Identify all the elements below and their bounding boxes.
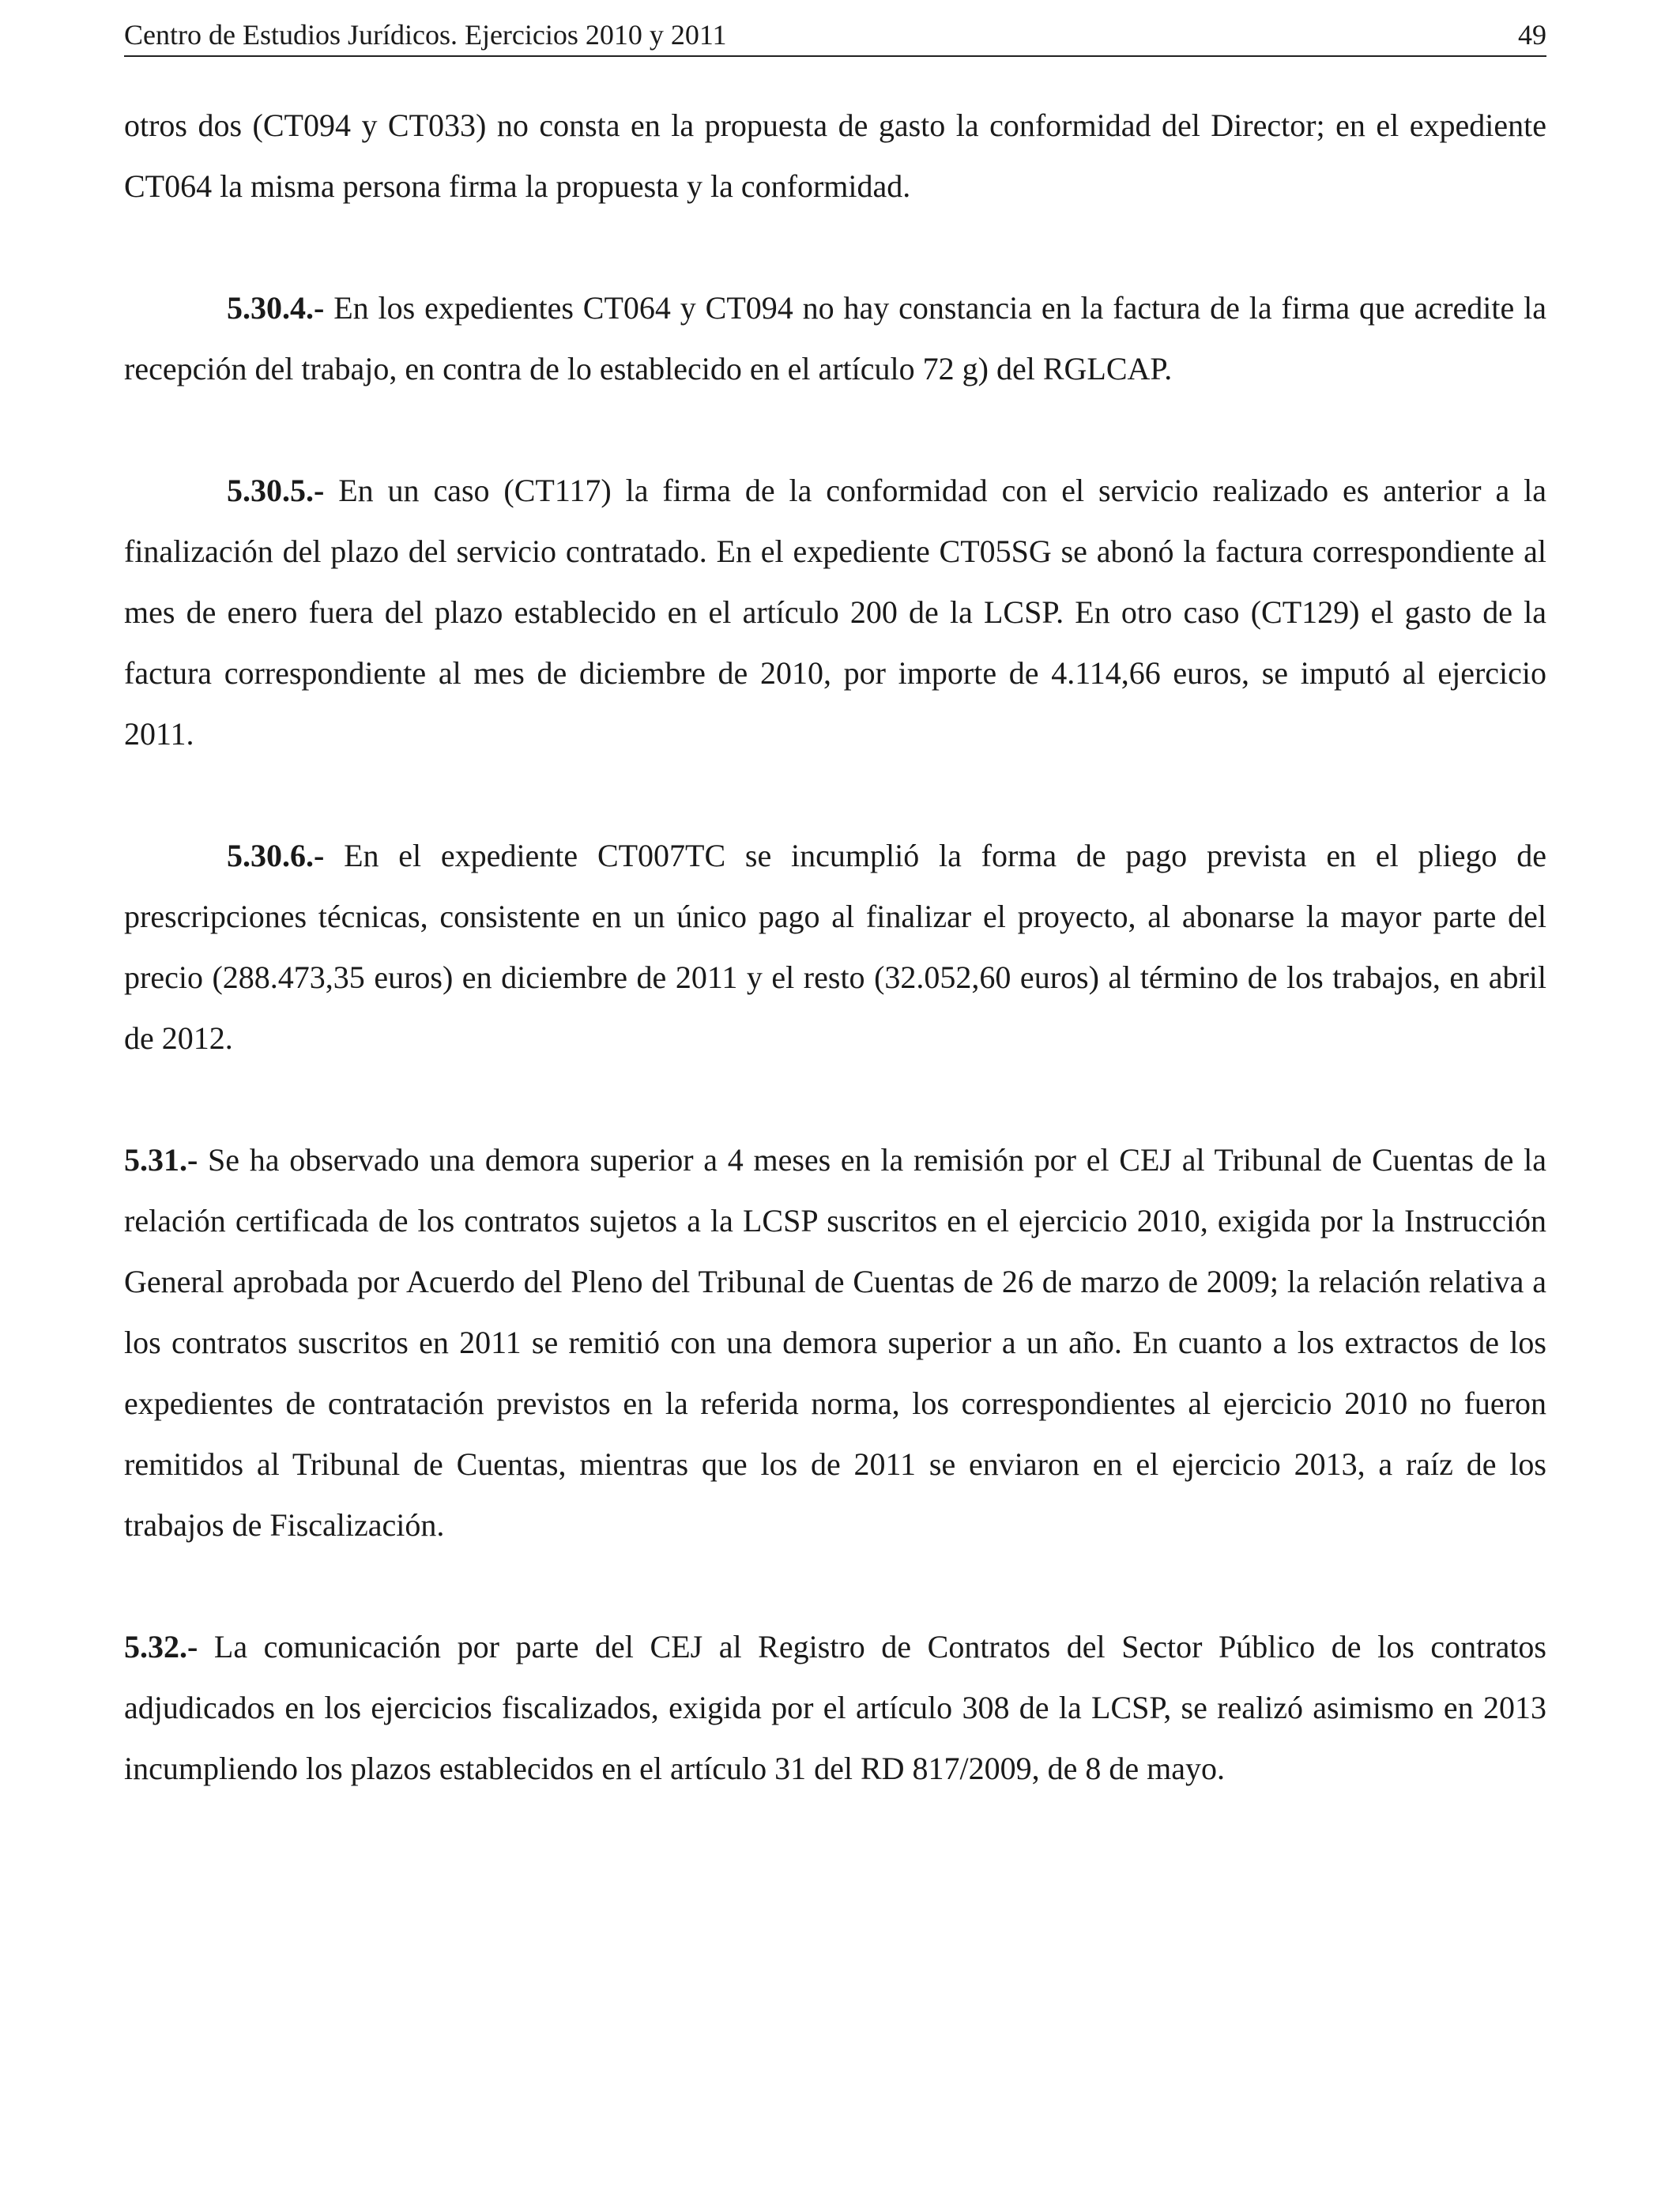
section-number: 5.31.-	[124, 1142, 198, 1178]
paragraph-5-30-6	[124, 825, 1546, 1069]
paragraph-text: Se ha observado una demora superior a 4 meses en la remisión por el CEJ al Tribunal de Cuentas de la relación certificada de los contratos sujetos a la LCSP suscritos en el ejercicio 2010, exigida por la Instrucción General aprobada por Acuerdo del Pleno del Tribunal de Cuentas de 26 de marzo de 2009; la relación relativa a los contratos suscritos en 2011 se remitió con una demora superior a un año. En cuanto a los extractos de los expedientes de contratación previstos en la referida norma, los correspondientes al ejercicio 2010 no fueron remitidos al Tribunal de Cuentas, mientras que los de 2011 se enviaron en el ejercicio 2013, a raíz de los trabajos de Fiscalización.	[124, 1142, 1546, 1543]
paragraph-5-31	[124, 1129, 1546, 1555]
page-header	[124, 14, 1546, 57]
page-number: 49	[1518, 19, 1546, 51]
paragraph-text: La comunicación por parte del CEJ al Registro de Contratos del Sector Público de los contratos adjudicados en los ejercicios fiscalizados, exigida por el artículo 308 de la LCSP, se realizó asimismo en 2013 incumpliendo los plazos establecidos en el artículo 31 del RD 817/2009, de 8 de mayo.	[124, 1629, 1546, 1786]
header-title: Centro de Estudios Jurídicos. Ejercicios 2010 y 2011	[124, 19, 727, 51]
paragraph-continuation	[124, 95, 1546, 217]
paragraph-5-30-4	[124, 277, 1546, 399]
paragraph-text: En el expediente CT007TC se incumplió la forma de pago prevista en el pliego de prescripciones técnicas, consistente en un único pago al finalizar el proyecto, al abonarse la mayor parte del precio (288.473,35 euros) en diciembre de 2011 y el resto (32.052,60 euros) al término de los trabajos, en abril de 2012.	[124, 838, 1546, 1056]
section-number: 5.30.4.-	[227, 290, 325, 326]
document-body	[124, 95, 1546, 1799]
paragraph-text: En un caso (CT117) la firma de la conformidad con el servicio realizado es anterior a la finalización del plazo del servicio contratado. En el expediente CT05SG se abonó la factura correspondiente al mes de enero fuera del plazo establecido en el artículo 200 de la LCSP. En otro caso (CT129) el gasto de la factura correspondiente al mes de diciembre de 2010, por importe de 4.114,66 euros, se imputó al ejercicio 2011.	[124, 473, 1546, 752]
paragraph-text: En los expedientes CT064 y CT094 no hay constancia en la factura de la firma que acredite la recepción del trabajo, en contra de lo establecido en el artículo 72 g) del RGLCAP.	[124, 290, 1546, 386]
paragraph-text: otros dos (CT094 y CT033) no consta en la propuesta de gasto la conformidad del Director; en el expediente CT064 la misma persona firma la propuesta y la conformidad.	[124, 107, 1546, 204]
section-number: 5.30.6.-	[227, 838, 325, 873]
section-number: 5.32.-	[124, 1629, 198, 1664]
section-number: 5.30.5.-	[227, 473, 325, 508]
paragraph-5-30-5	[124, 460, 1546, 764]
paragraph-5-32	[124, 1616, 1546, 1799]
